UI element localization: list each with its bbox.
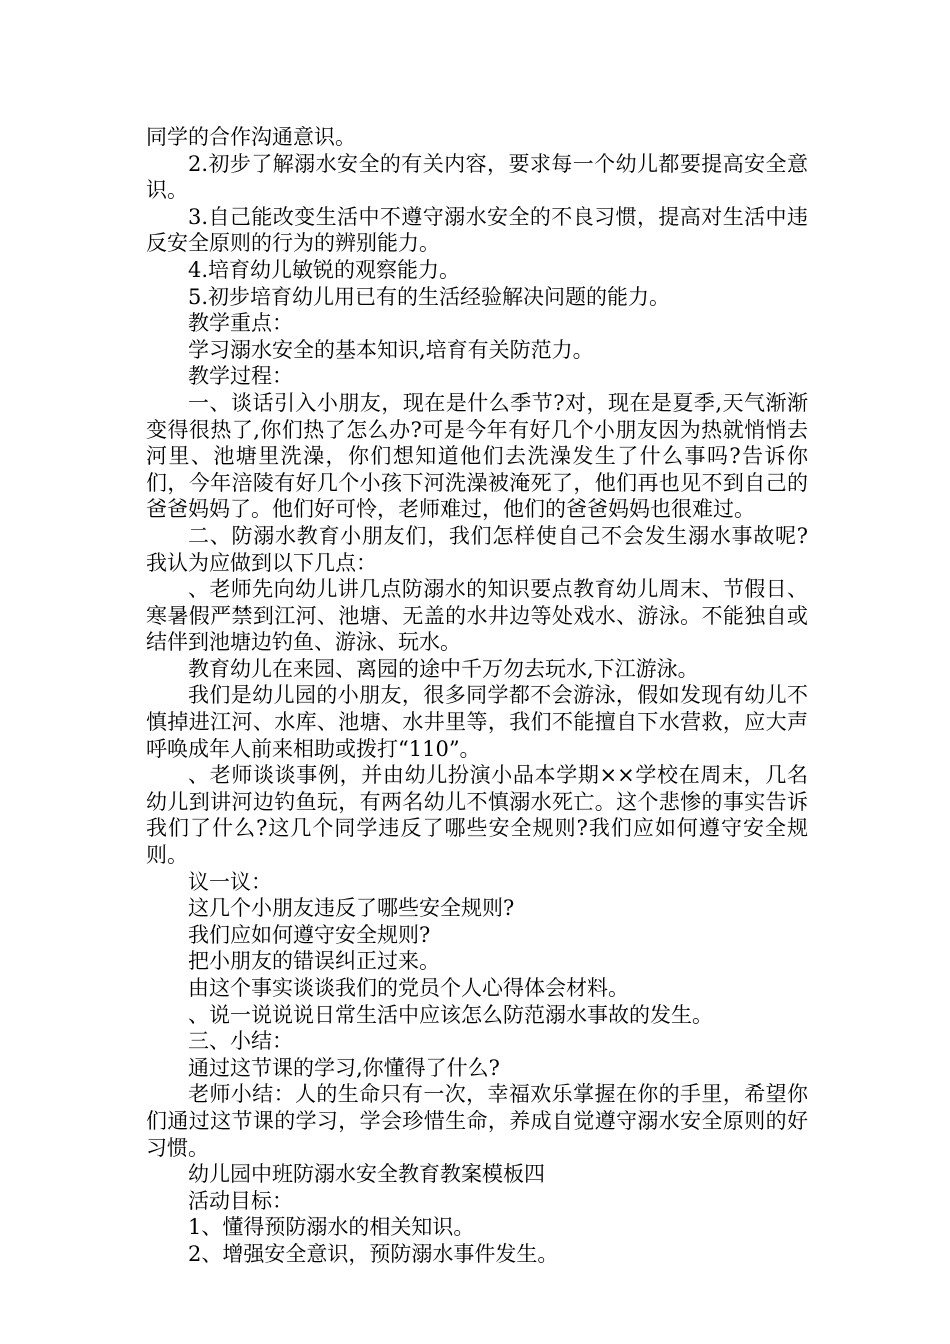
process-point-c: 我们是幼儿园的小朋友，很多同学都不会游泳，假如发现有幼儿不慎掉进江河、水库、池塘、水井里等，我们不能擅自下水营救，应大声呼唤成年人前来相助或拨打“110”。: [146, 683, 808, 761]
key-points-text: 学习溺水安全的基本知识,培育有关防范力。: [188, 337, 594, 362]
summary-text: 老师小结：人的生命只有一次，幸福欢乐掌握在你的手里，希望你们通过这节课的学习，学会珍惜生命，养成自觉遵守溺水安全原则的好习惯。: [146, 1082, 808, 1160]
discuss-item-2: 我们应如何遵守安全规则?: [188, 922, 431, 947]
process-point-d: 、老师谈谈事例，并由幼儿扮演小品本学期××学校在周末，几名幼儿到讲河边钓鱼玩，有两名幼儿不慎溺水死亡。这个悲惨的事实告诉我们了什么?这几个同学违反了哪些安全规则?我们应如何遵守安全规则。: [146, 763, 808, 868]
discuss-item-5: 、说一说说说日常生活中应该怎么防范溺水事故的发生。: [188, 1002, 713, 1027]
section-title-template-4: 幼儿园中班防溺水安全教育教案模板四: [188, 1162, 545, 1187]
heading-key-points: 教学重点：: [188, 311, 293, 336]
activity-goal-2: 2、增强安全意识，预防溺水事件发生。: [188, 1241, 559, 1266]
objective-2: 2.初步了解溺水安全的有关内容，要求每一个幼儿都要提高安全意识。: [146, 151, 808, 203]
objective-4: 4.培育幼儿敏锐的观察能力。: [188, 257, 461, 282]
process-point-b: 教育幼儿在来园、离园的途中千万勿去玩水,下江游泳。: [188, 656, 699, 681]
heading-process: 教学过程：: [188, 364, 293, 389]
discuss-item-3: 把小朋友的错误纠正过来。: [188, 949, 440, 974]
discuss-item-1: 这几个小朋友违反了哪些安全规则?: [188, 896, 515, 921]
process-section-2: 二、防溺水教育小朋友们，我们怎样使自己不会发生溺水事故呢?我认为应做到以下几点：: [146, 523, 808, 575]
objective-5: 5.初步培育幼儿用已有的生活经验解决问题的能力。: [188, 284, 671, 309]
discuss-item-4: 由这个事实谈谈我们的党员个人心得体会材料。: [188, 976, 629, 1000]
process-section-1: 一、谈话引入小朋友，现在是什么季节?对，现在是夏季,天气渐渐变得很热了,你们热了怎么办?可是今年有好几个小朋友因为热就悄悄去河里、池塘里洗澡，你们想知道他们去洗澡发生了什么事吗?告诉你们，今年涪陵有好几个小孩下河洗澡被淹死了，他们再也见不到自己的爸爸妈妈了。他们好可怜，老师难过，他们的爸爸妈妈也很难过。: [146, 390, 808, 522]
heading-activity-goals: 活动目标：: [188, 1188, 293, 1213]
activity-goal-1: 1、懂得预防溺水的相关知识。: [188, 1215, 475, 1240]
process-point-a: 、老师先向幼儿讲几点防溺水的知识要点教育幼儿周末、节假日、寒暑假严禁到江河、池塘、无盖的水井边等处戏水、游泳。不能独自或结伴到池塘边钓鱼、游泳、玩水。: [146, 577, 808, 655]
document-body: [146, 124, 808, 1268]
summary-question: 通过这节课的学习,你懂得了什么?: [188, 1055, 500, 1080]
objective-3: 3.自己能改变生活中不遵守溺水安全的不良习惯，提高对生活中违反安全原则的行为的辨别能力。: [146, 204, 808, 256]
heading-discuss: 议一议：: [188, 869, 272, 894]
paragraph-continuation: 同学的合作沟通意识。: [146, 125, 356, 149]
heading-summary: 三、小结：: [188, 1029, 293, 1054]
